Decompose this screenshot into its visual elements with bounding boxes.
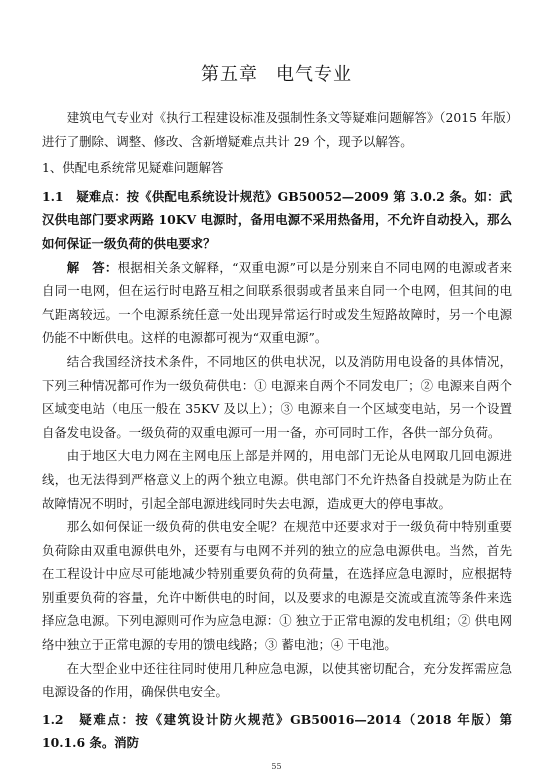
answer-text: 根据相关条文解释，“双重电源”可以是分别来自不同电网的电源或者来自同一电网，但在运行时电路互相之间联系很弱或者虽来自同一个电网，但其间的电气距离较远。一个电源系统任意一处出现异常运行时或发生短路故障时，另一个电源仍能不中断供电。这样的电源都可视为“双重电源”。	[42, 259, 513, 346]
question-1-1: 1.1 疑难点：按《供配电系统设计规范》GB50052—2009 第 3.0.2 条。如：武汉供电部门要求两路 10KV 电源时，备用电源不采用热备用，不允许自动投入，那么如何保证一级负荷的供电要求？	[42, 188, 512, 251]
answer-paragraph: 由于地区大电力网在主网电压上部是并网的，用电部门无论从电网取几回电源进线，也无法得到严格意义上的两个独立电源。供电部门不允许热备自投就是为防止在故障情况不明时，引起全部电源进线同时失去电源，造成更大的停电事故。	[42, 448, 512, 511]
chapter-number: 第五章	[201, 64, 258, 85]
answer-paragraph: 在大型企业中还往往同时使用几种应急电源，以使其密切配合，充分发挥需应急电源设备的作用，确保供电安全。	[42, 660, 512, 700]
answer-paragraph: 那么如何保证一级负荷的供电安全呢？在规范中还要求对于一级负荷中特别重要负荷除由双重电源供电外，还要有与电网不并列的独立的应急电源供电。当然，首先在工程设计中应尽可能地减少特别重要负荷的负荷量，在选择应急电源时，应根据特别重要负荷的容量，允许中断供电的时间，以及要求的电源是交流或直流等条件来选择应急电源。下列电源则可作为应急电源：① 独立于正常电源的发电机组；② 供电网络中独立于正常电源的专用的馈电线路；③ 蓄电池；④ 干电池。	[42, 519, 512, 653]
answer-paragraph: 结合我国经济技术条件，不同地区的供电状况，以及消防用电设备的具体情况，下列三种情况都可作为一级负荷供电：① 电源来自两个不同发电厂；② 电源来自两个区域变电站（电压一般在 35KV 及以上）；③ 电源来自一个区域变电站，另一个设置自备发电设备。一级负荷的双重电源可一用一备，亦可同时工作，各供一部分负荷。	[42, 353, 512, 440]
answer-label: 解 答：	[66, 259, 118, 275]
chapter-name: 电气专业	[276, 64, 352, 85]
document-body	[42, 106, 512, 755]
intro-paragraph: 建筑电气专业对《执行工程建设标准及强制性条文等疑难问题解答》（2015 年版）进行了删除、调整、修改、含新增疑难点共计 29 个，现予以解答。	[42, 110, 512, 149]
question-1-2: 1.2 疑难点：按《建筑设计防火规范》GB50016—2014（2018 年版）第 10.1.6 条。消防	[42, 711, 512, 751]
answer-1-1	[42, 256, 512, 350]
chapter-title	[0, 60, 553, 86]
page-number: 55	[271, 762, 282, 771]
section-heading-1: 1、供配电系统常见疑难问题解答	[42, 160, 224, 176]
